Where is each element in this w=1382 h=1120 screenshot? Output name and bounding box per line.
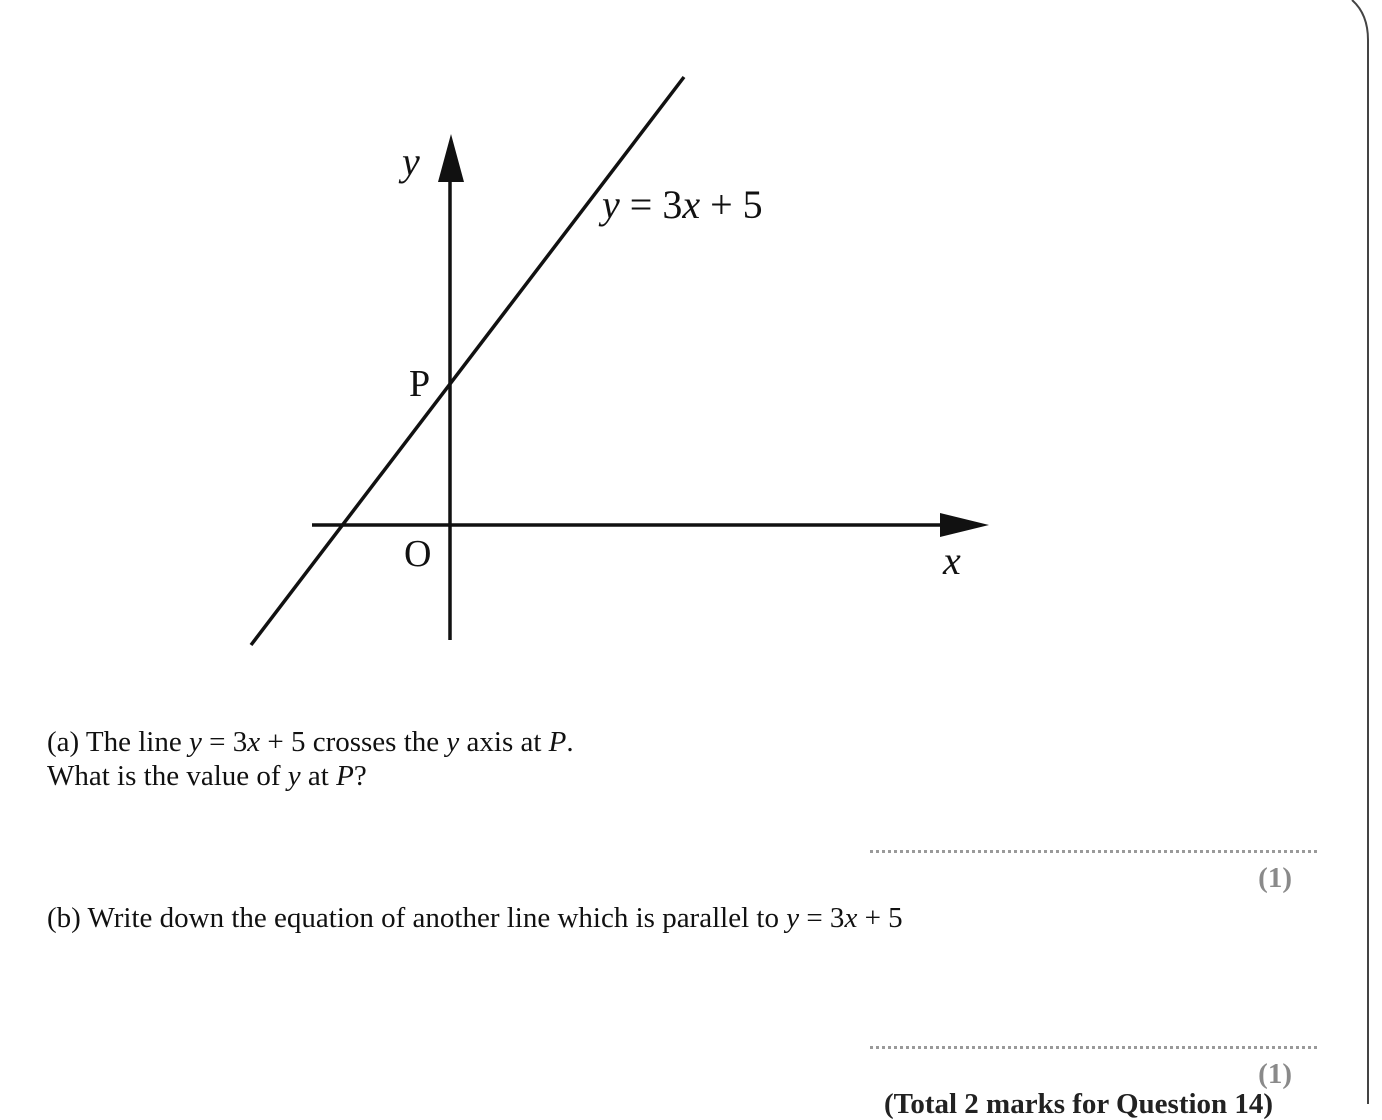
origin-label: O bbox=[404, 533, 432, 575]
y-axis-label: y bbox=[402, 139, 420, 184]
part-a-answer-line[interactable] bbox=[870, 850, 1317, 853]
line-equation-label: y = 3x + 5 bbox=[602, 182, 763, 227]
total-marks-footer: (Total 2 marks for Question 14) bbox=[884, 1088, 1274, 1120]
part-a-marks: (1) bbox=[1258, 862, 1292, 894]
part-b-question: (b) Write down the equation of another line which is parallel to y = 3x + 5 bbox=[47, 902, 903, 934]
part-a-question-line-2: What is the value of y at P? bbox=[47, 760, 367, 792]
x-axis-label: x bbox=[943, 538, 961, 583]
x-axis-arrowhead bbox=[940, 513, 989, 537]
graph-line bbox=[251, 77, 684, 645]
part-b-answer-line[interactable] bbox=[870, 1046, 1317, 1049]
y-axis-arrowhead bbox=[438, 134, 464, 182]
part-b-marks: (1) bbox=[1258, 1058, 1292, 1090]
part-a-question-line-1: (a) The line y = 3x + 5 crosses the y axis at P. bbox=[47, 726, 574, 758]
point-p-label: P bbox=[409, 363, 431, 405]
